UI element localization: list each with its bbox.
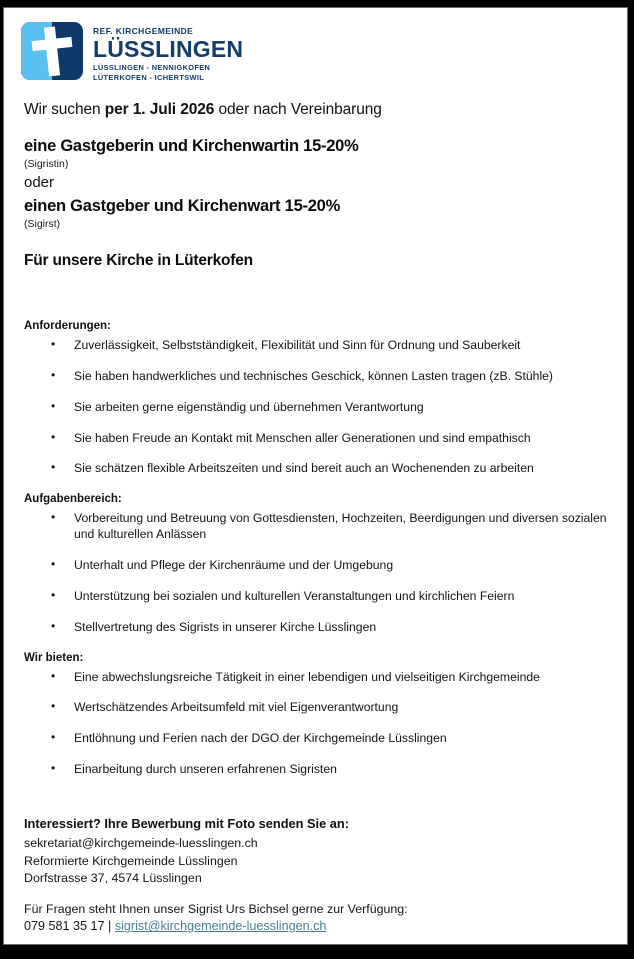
document-body <box>4 8 627 936</box>
logo-parishes-line-1: LÜSSLINGEN - NENNIGKOFEN <box>93 63 211 73</box>
list-item: • Sie haben handwerkliches und technisches Geschick, können Lasten tragen (zB. Stühle) <box>21 369 611 385</box>
section-heading-requirements: Anforderungen: <box>24 319 111 332</box>
logo-parishes-line-2: LÜTERKOFEN - ICHERTSWIL <box>93 73 205 83</box>
contact-organisation: Reformierte Kirchgemeinde Lüsslingen <box>24 853 238 868</box>
section-heading-tasks: Aufgabenbereich: <box>24 493 122 506</box>
section-heading-offer: Wir bieten: <box>24 651 84 664</box>
logo-org-large: LÜSSLINGEN <box>93 35 244 62</box>
contact-phone-number: 079 581 35 17 | <box>24 919 115 934</box>
contact-email: sekretariat@kirchgemeinde-luesslingen.ch <box>24 835 258 850</box>
position-title-female: eine Gastgeberin und Kirchenwartin 15-20% <box>24 136 359 155</box>
position-separator: oder <box>24 173 55 191</box>
list-item: • Stellvertretung des Sigrists in unserer Kirche Lüsslingen <box>21 620 611 636</box>
contact-heading: Interessiert? Ihre Bewerbung mit Foto senden Sie an: <box>24 815 349 831</box>
list-item: • Zuverlässigkeit, Selbstständigkeit, Flexibilität und Sinn für Ordnung und Sauberkeit <box>21 338 611 354</box>
document-page <box>3 7 628 945</box>
intro-prefix: Wir suchen <box>24 100 105 118</box>
list-item: • Sie arbeiten gerne eigenständig und übernehmen Verantwortung <box>21 400 611 416</box>
list-item: • Wertschätzendes Arbeitsumfeld mit viel Eigenverantwortung <box>21 700 611 716</box>
position-location: Für unsere Kirche in Lüterkofen <box>24 251 253 269</box>
logo-wordmark <box>93 22 243 83</box>
list-item: • Unterhalt und Pflege der Kirchenräume und der Umgebung <box>21 558 611 574</box>
contact-phone-line <box>24 918 611 936</box>
position-subtitle-female: (Sigristin) <box>24 157 69 170</box>
offer-list <box>21 670 611 778</box>
intro-start-date: per 1. Juli 2026 <box>104 100 215 118</box>
requirements-list <box>21 338 611 477</box>
list-item: • Sie schätzen flexible Arbeitszeiten und sind bereit auch an Wochenenden zu arbeiten <box>21 461 611 477</box>
tasks-list <box>21 511 611 635</box>
list-item: • Unterstützung bei sozialen und kulturellen Veranstaltungen und kirchlichen Feiern <box>21 589 611 605</box>
intro-line <box>24 101 611 119</box>
position-subtitle-male: (Sigirst) <box>24 217 61 230</box>
contact-section <box>24 816 611 936</box>
list-item: • Eine abwechslungsreiche Tätigkeit in einer lebendigen und vielseitigen Kirchgemeinde <box>21 670 611 686</box>
list-item: • Vorbereitung und Betreuung von Gottesdiensten, Hochzeiten, Beerdigungen und diversen sozialen und kulturellen Anlässen <box>21 511 611 543</box>
church-cross-icon <box>21 22 83 80</box>
list-item: • Einarbeitung durch unseren erfahrenen Sigristen <box>21 762 611 778</box>
logo-org-small: REF. KIRCHGEMEINDE <box>93 26 194 36</box>
list-item: • Entlöhnung und Ferien nach der DGO der Kirchgemeinde Lüsslingen <box>21 731 611 747</box>
list-item: • Sie haben Freude an Kontakt mit Menschen aller Generationen und sind empathisch <box>21 431 611 447</box>
organisation-logo <box>21 22 611 83</box>
contact-questions-line: Für Fragen steht Ihnen unser Sigrist Urs Bichsel gerne zur Verfügung: <box>24 901 408 916</box>
sigrist-email-link[interactable]: sigrist@kirchgemeinde-luesslingen.ch <box>114 919 327 934</box>
contact-spacer <box>24 888 611 901</box>
position-title-male: einen Gastgeber und Kirchenwart 15-20% <box>24 196 341 215</box>
contact-address: Dorfstrasse 37, 4574 Lüsslingen <box>24 871 202 886</box>
intro-suffix: oder nach Vereinbarung <box>214 100 382 118</box>
